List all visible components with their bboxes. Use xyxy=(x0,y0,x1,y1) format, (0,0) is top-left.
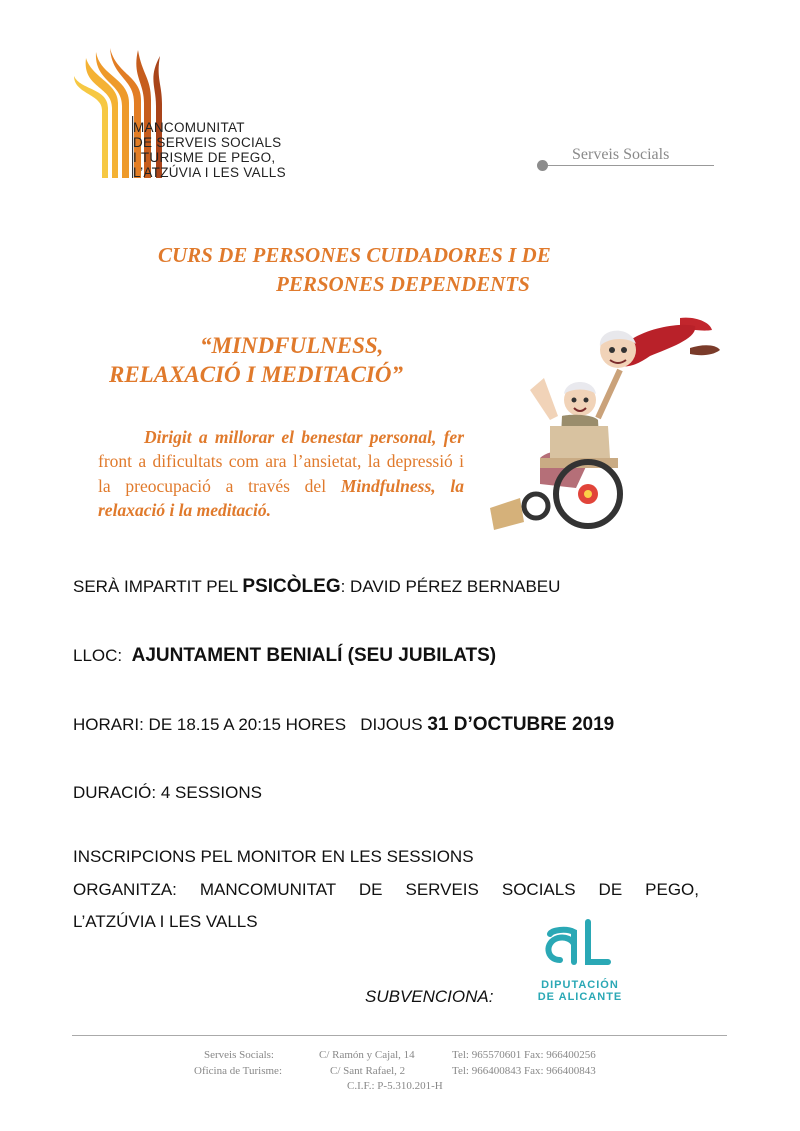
diputacion-line1: DIPUTACIÓN xyxy=(541,979,619,991)
footer-label-turisme: Oficina de Turisme: xyxy=(194,1065,282,1077)
org-line: I TURISME DE PEGO, xyxy=(133,150,276,165)
desc-part-b: front a dificultats com ara l’ansietat, la depressió i la preocupació a través del xyxy=(98,451,464,496)
organizer-line1: ORGANITZA: MANCOMUNITAT DE SERVEIS SOCIALS DE PEGO, xyxy=(73,880,699,899)
header-bullet xyxy=(537,160,548,171)
course-description xyxy=(98,425,464,522)
course-title-line1: CURS DE PERSONES CUIDADORES I DE xyxy=(158,243,551,267)
diputacion-mark xyxy=(530,912,630,974)
footer-label-ss: Serveis Socials: xyxy=(204,1049,274,1061)
place-label: LLOC: xyxy=(73,646,132,665)
footer-phone-ss: Tel: 965570601 Fax: 966400256 xyxy=(452,1049,596,1061)
subsidized-label: SUBVENCIONA: xyxy=(365,987,494,1006)
course-subtitle-line1: “MINDFULNESS, xyxy=(200,333,384,358)
org-line: DE SERVEIS SOCIALS xyxy=(133,135,282,150)
footer-address-turisme: C/ Sant Rafael, 2 xyxy=(330,1065,406,1077)
footer-address-ss: C/ Ramón y Cajal, 14 xyxy=(319,1049,415,1061)
duration-line: DURACIÓ: 4 SESSIONS xyxy=(73,783,262,802)
course-title-line2: PERSONES DEPENDENTS xyxy=(276,272,530,296)
course-subtitle-line2: RELAXACIÓ I MEDITACIÓ” xyxy=(109,362,403,387)
schedule-text: HORARI: DE 18.15 A 20:15 HORES DIJOUS xyxy=(73,715,428,734)
footer-rule xyxy=(72,1035,727,1036)
instructor-role: PSICÒLEG xyxy=(242,576,341,597)
inscriptions-line: INSCRIPCIONS PEL MONITOR EN LES SESSIONS xyxy=(73,847,474,866)
org-line: MANCOMUNITAT xyxy=(133,120,245,135)
place-line xyxy=(73,645,496,667)
desc-part-c: Mindfulness, la relaxació i la meditació. xyxy=(98,475,464,520)
footer-phone-turisme: Tel: 966400843 Fax: 966400843 xyxy=(452,1065,596,1077)
instructor-line xyxy=(73,576,560,598)
instructor-name: : DAVID PÉREZ BERNABEU xyxy=(340,577,561,596)
instructor-prefix: SERÀ IMPARTIT PEL xyxy=(73,577,243,596)
org-line: L’ATZÚVIA I LES VALLS xyxy=(133,165,286,180)
diputacion-line2: DE ALICANTE xyxy=(537,991,623,1003)
schedule-date: 31 D’OCTUBRE 2019 xyxy=(427,714,615,735)
wheelchair-illustration xyxy=(480,308,730,538)
header-rule xyxy=(544,165,714,166)
organizer-line2: L’ATZÚVIA I LES VALLS xyxy=(73,912,258,931)
desc-part-a: Dirigit a millorar el benestar personal, fer xyxy=(144,427,464,447)
serveis-socials-label: Serveis Socials xyxy=(572,146,670,163)
schedule-line xyxy=(73,714,614,736)
organization-name xyxy=(133,120,286,180)
diputacion-logo xyxy=(530,912,630,1007)
footer-cif: C.I.F.: P-5.310.201-H xyxy=(347,1080,443,1092)
place-value: AJUNTAMENT BENIALÍ (SEU JUBILATS) xyxy=(131,645,497,666)
